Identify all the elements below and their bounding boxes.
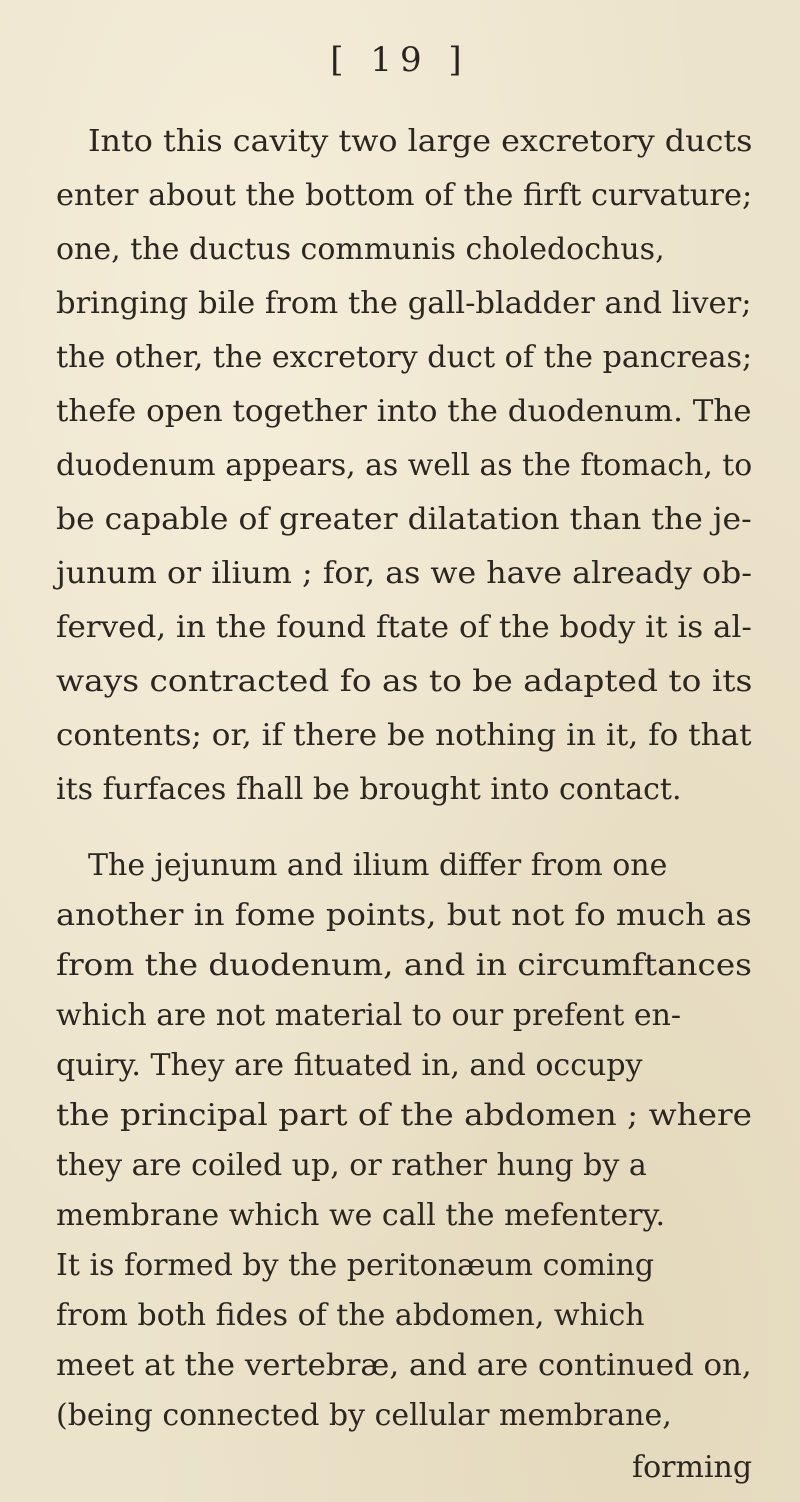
text-line: which are not material to our prefent en-	[56, 998, 682, 1033]
text-line: quiry. They are fituated in, and occupy	[56, 1048, 643, 1083]
text-line: another in fome points, but not fo much as	[56, 898, 752, 933]
text-line: its furfaces fhall be brought into contact.	[56, 772, 682, 807]
text-line: Into this cavity two large excretory ducts	[88, 124, 753, 159]
text-line: one, the ductus communis choledochus,	[56, 232, 665, 267]
text-line: the principal part of the abdomen ; where	[56, 1098, 753, 1133]
text-line: The jejunum and ilium differ from one	[88, 848, 668, 883]
text-line: thefe open together into the duodenum. The	[56, 394, 752, 429]
text-line: from both fides of the abdomen, which	[56, 1298, 645, 1333]
text-line: ways contracted fo as to be adapted to its	[56, 664, 753, 699]
text-line: they are coiled up, or rather hung by a	[56, 1148, 647, 1183]
text-line: bringing bile from the gall-bladder and liver;	[56, 286, 752, 321]
text-line: contents; or, if there be nothing in it, fo that	[56, 718, 752, 753]
page-number-header: [ 19 ]	[330, 40, 470, 80]
text-line: duodenum appears, as well as the ftomach, to	[56, 448, 753, 483]
text-line: junum or ilium ; for, as we have already ob-	[56, 556, 752, 591]
text-line: (being connected by cellular membrane,	[56, 1398, 672, 1433]
text-line: ferved, in the found ftate of the body it is al-	[56, 610, 752, 645]
text-line: from the duodenum, and in circumftances	[56, 948, 752, 983]
catchword: forming	[632, 1450, 753, 1485]
text-line: the other, the excretory duct of the pancreas;	[56, 340, 753, 375]
text-line: membrane which we call the mefentery.	[56, 1198, 666, 1233]
text-line: be capable of greater dilatation than the je-	[56, 502, 752, 537]
text-line: It is formed by the peritonæum coming	[56, 1248, 655, 1283]
text-line: meet at the vertebræ, and are continued on,	[56, 1348, 752, 1383]
text-line: enter about the bottom of the firft curvature;	[56, 178, 753, 213]
